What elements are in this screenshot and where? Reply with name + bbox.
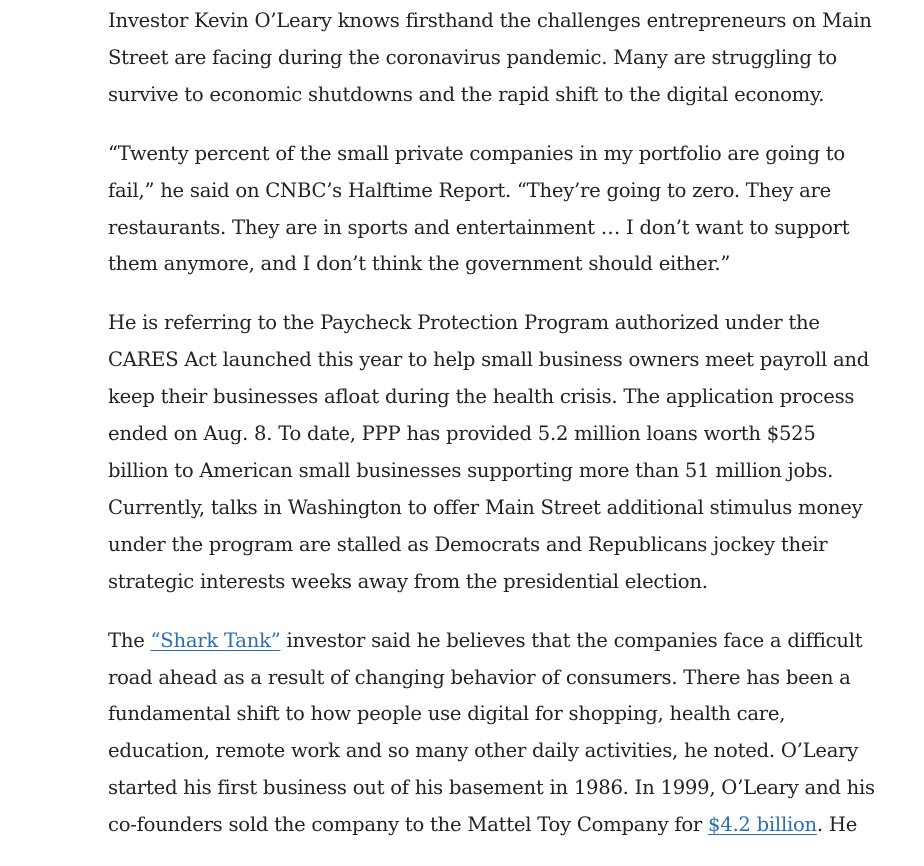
text-line: He is referring to the Paycheck Protection Program authorized under the [108,311,820,335]
text-line: Investor Kevin O’Leary knows firsthand the challenges entrepreneurs on Main [108,9,872,32]
text-line: Currently, talks in Washington to offer Main Street additional stimulus money [108,495,863,519]
text-line: Street are facing during the coronavirus pandemic. Many are struggling to [108,45,837,69]
text-segment: investor said he believes that the companies face a difficult [280,628,863,652]
shark-tank-link[interactable]: “Shark Tank” [150,628,281,652]
text-line: fundamental shift to how people use digital for shopping, health care, [108,702,786,726]
text-line: keep their businesses afloat during the health crisis. The application process [108,385,855,409]
text-line: ended on Aug. 8. To date, PPP has provided 5.2 million loans worth $525 [108,422,816,446]
text-line: education, remote work and so many other daily activities, he noted. O’Leary [108,739,859,763]
text-line: under the program are stalled as Democrats and Republicans jockey their [108,532,828,556]
text-segment: . He [816,813,858,837]
deal-amount-link[interactable]: $4.2 billion [708,813,817,837]
text-line: fail,” he said on CNBC’s Halftime Report. “They’re going to zero. They are [108,178,832,202]
text-line: survive to economic shutdowns and the rapid shift to the digital economy. [108,82,825,106]
paragraph-ppp [108,305,878,600]
article-body [108,0,878,866]
paragraph-shark-tank [108,623,878,844]
text-segment: The [108,628,151,652]
text-line: started his first business out of his basement in 1986. In 1999, O’Leary and his [108,776,875,800]
text-line: restaurants. They are in sports and entertainment … I don’t want to support [108,215,850,239]
paragraph-quote [108,136,878,284]
paragraph-intro [108,3,878,114]
text-line [108,623,878,660]
text-line: “Twenty percent of the small private companies in my portfolio are going to [108,141,845,165]
text-line: billion to American small businesses supporting more than 51 million jobs. [108,458,834,482]
text-segment: co-founders sold the company to the Mattel Toy Company for [108,813,709,837]
text-line: road ahead as a result of changing behavior of consumers. There has been a [108,665,851,689]
text-line: strategic interests weeks away from the presidential election. [108,569,708,593]
text-line [108,807,878,844]
text-line: CARES Act launched this year to help small business owners meet payroll and [108,348,870,372]
text-line: them anymore, and I don’t think the government should either.” [108,252,731,276]
